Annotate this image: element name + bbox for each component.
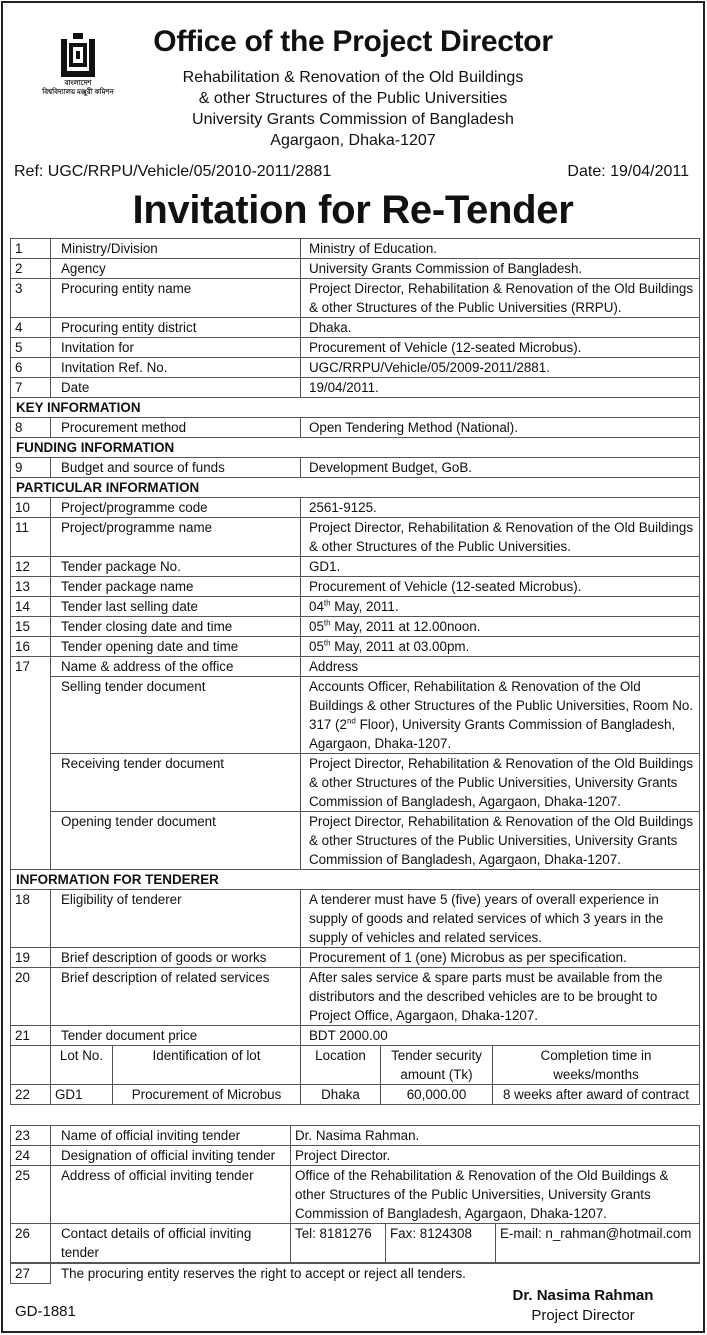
row-value: University Grants Commission of Bangladesh.: [301, 259, 700, 279]
signer-name: Dr. Nasima Rahman: [512, 1287, 654, 1304]
section-heading-row: [11, 870, 700, 890]
row-value: Address: [301, 657, 700, 677]
table-row: [11, 968, 700, 1026]
table-row: [11, 597, 700, 617]
date-rest: May, 2011.: [330, 599, 399, 614]
table-row: [11, 1264, 701, 1284]
row-value: Office of the Rehabilitation & Renovation of the Old Buildings & other Structures of the Public Universities, University Grants Commission of Bangladesh, Agargaon, Dhaka-1207.: [291, 1166, 700, 1224]
row-number: 18: [11, 890, 51, 948]
row-value: Procurement of 1 (one) Microbus as per specification.: [301, 948, 700, 968]
table-row: [11, 948, 700, 968]
tender-details-table: [10, 238, 700, 1046]
table-row: [11, 754, 700, 812]
section-heading: PARTICULAR INFORMATION: [11, 478, 700, 498]
row-label: Project/programme name: [51, 518, 301, 557]
row-value: Project Director, Rehabilitation & Renovation of the Old Buildings & other Structures of the Public Universities, University Grants Commission of Bangladesh, Agargaon, Dhaka-1207.: [301, 812, 700, 870]
row-number: 1: [11, 239, 51, 259]
row-number: 26: [11, 1224, 51, 1263]
row-value: 2561-9125.: [301, 498, 700, 518]
row-label: Tender last selling date: [51, 597, 301, 617]
table-row: [11, 239, 700, 259]
table-row: [11, 1224, 700, 1263]
row-value: A tenderer must have 5 (five) years of overall experience in supply of goods and related services of which 3 years in the supply of vehicles and related services.: [301, 890, 700, 948]
contact-email: E-mail: n_rahman@hotmail.com: [496, 1224, 700, 1263]
lot-table: [10, 1045, 700, 1105]
row-label: Selling tender document: [51, 677, 301, 754]
signature-block: [473, 1286, 693, 1326]
date-rest: May, 2011 at 12.00noon.: [330, 619, 481, 634]
logo-caption-1: বাংলাদেশ: [64, 80, 92, 87]
row-value: Dhaka.: [301, 318, 700, 338]
table-row: [11, 279, 700, 318]
row-label: Receiving tender document: [51, 754, 301, 812]
date-day: 05: [309, 639, 324, 654]
row-value: Project Director, Rehabilitation & Renovation of the Old Buildings & other Structures of the Public Universities, University Grants Commission of Bangladesh, Agargaon, Dhaka-1207.: [301, 754, 700, 812]
row-value: Development Budget, GoB.: [301, 458, 700, 478]
row-label: Eligibility of tenderer: [51, 890, 301, 948]
row-label: Tender package No.: [51, 557, 301, 577]
lot-no-header: Lot No.: [51, 1046, 113, 1085]
row-value: 19/04/2011.: [301, 378, 700, 398]
row-label: Procuring entity name: [51, 279, 301, 318]
completion-header: Completion time in weeks/months: [493, 1046, 700, 1085]
address-line: University Grants Commission of Bangladesh: [192, 111, 514, 128]
row-number: 3: [11, 279, 51, 318]
row-label: Brief description of goods or works: [51, 948, 301, 968]
section-heading: FUNDING INFORMATION: [11, 438, 700, 458]
row-number: 11: [11, 518, 51, 557]
row-label: Project/programme code: [51, 498, 301, 518]
address-line: & other Structures of the Public Universities: [198, 90, 508, 107]
row-value: GD1.: [301, 557, 700, 577]
row-number: 23: [11, 1126, 51, 1146]
table-row: [11, 812, 700, 870]
row-number: 4: [11, 318, 51, 338]
row-label: Tender document price: [51, 1026, 301, 1046]
row-label: Name of official inviting tender: [51, 1126, 291, 1146]
row-number: 24: [11, 1146, 51, 1166]
contact-tel: Tel: 8181276: [291, 1224, 386, 1263]
row-number: 2: [11, 259, 51, 279]
security-header: Tender security amount (Tk): [381, 1046, 493, 1085]
row-value: [301, 637, 700, 657]
row-number: 16: [11, 637, 51, 657]
row-label: Tender package name: [51, 577, 301, 597]
table-row: [11, 418, 700, 438]
row-number: 5: [11, 338, 51, 358]
row-value: Procurement of Vehicle (12-seated Microbus).: [301, 338, 700, 358]
reservation-table: [10, 1263, 700, 1284]
lot-completion: 8 weeks after award of contract: [493, 1085, 700, 1105]
page-title: Invitation for Re-Tender: [132, 188, 574, 232]
lot-no: GD1: [51, 1085, 113, 1105]
row-number: 14: [11, 597, 51, 617]
row-value: Project Director, Rehabilitation & Renovation of the Old Buildings & other Structures of the Public Universities (RRPU).: [301, 279, 700, 318]
lot-identification: Procurement of Microbus: [113, 1085, 301, 1105]
table-row: [11, 577, 700, 597]
table-row: [11, 358, 700, 378]
row-number: 8: [11, 418, 51, 438]
row-value: UGC/RRPU/Vehicle/05/2009-2011/2881.: [301, 358, 700, 378]
row-label: Contact details of official inviting tender: [51, 1224, 291, 1263]
row-value: BDT 2000.00: [301, 1026, 700, 1046]
row-label: Ministry/Division: [51, 239, 301, 259]
row-label: Tender opening date and time: [51, 637, 301, 657]
row-value: After sales service & spare parts must be available from the distributors and the described vehicles are to be brought to Project Office, Agargaon, Dhaka-1207.: [301, 968, 700, 1026]
row-label: Invitation Ref. No.: [51, 358, 301, 378]
lot-security: 60,000.00: [381, 1085, 493, 1105]
logo-caption-2: বিশ্ববিদ্যালয় মঞ্জুরী কমিশন: [42, 89, 114, 96]
row-number: 9: [11, 458, 51, 478]
table-row: [11, 657, 700, 677]
address-text: Floor), University Grants Commission of Bangladesh, Agargaon, Dhaka-1207.: [309, 717, 676, 751]
table-row: [11, 890, 700, 948]
row-number: 22: [11, 1085, 51, 1105]
row-value: Project Director, Rehabilitation & Renovation of the Old Buildings & other Structures of the Public Universities.: [301, 518, 700, 557]
empty-cell: [11, 1046, 51, 1085]
table-row: [11, 677, 700, 754]
row-number: 25: [11, 1166, 51, 1224]
row-value: [301, 677, 700, 754]
location-header: Location: [301, 1046, 381, 1085]
table-row: [11, 498, 700, 518]
address-text: Accounts Officer, Rehabilitation & Renovation of the Old Buildings & other Structures of the Public Universities, Room No. 317 (2: [309, 679, 694, 732]
section-heading: INFORMATION FOR TENDERER: [11, 870, 700, 890]
table-row: [11, 338, 700, 358]
table-row: [11, 1026, 700, 1046]
lot-header-row: [11, 1046, 700, 1085]
row-number: 7: [11, 378, 51, 398]
row-label: Address of official inviting tender: [51, 1166, 291, 1224]
row-number: 15: [11, 617, 51, 637]
table-row: [11, 1146, 700, 1166]
section-heading-row: [11, 478, 700, 498]
row-value: The procuring entity reserves the right to accept or reject all tenders.: [51, 1264, 701, 1284]
date-suffix: th: [323, 638, 331, 648]
floor-suffix: nd: [346, 716, 356, 726]
row-label: Brief description of related services: [51, 968, 301, 1026]
row-label: Tender closing date and time: [51, 617, 301, 637]
table-row: [11, 1126, 700, 1146]
row-value: Ministry of Education.: [301, 239, 700, 259]
row-label: Name & address of the office: [51, 657, 301, 677]
row-number: 12: [11, 557, 51, 577]
row-number: 21: [11, 1026, 51, 1046]
row-value: Open Tendering Method (National).: [301, 418, 700, 438]
table-row: [11, 259, 700, 279]
row-number: 19: [11, 948, 51, 968]
row-number: 6: [11, 358, 51, 378]
table-row: [11, 617, 700, 637]
table-row: [11, 378, 700, 398]
row-value: [301, 597, 700, 617]
table-row: [11, 318, 700, 338]
row-label: Designation of official inviting tender: [51, 1146, 291, 1166]
row-number: 27: [11, 1264, 51, 1284]
date-day: 04: [309, 599, 324, 614]
table-row: [11, 518, 700, 557]
table-row: [11, 458, 700, 478]
contact-fax: Fax: 8124308: [386, 1224, 496, 1263]
row-value: Dr. Nasima Rahman.: [291, 1126, 700, 1146]
row-label: Procuring entity district: [51, 318, 301, 338]
lot-row: [11, 1085, 700, 1105]
date-suffix: th: [323, 598, 331, 608]
row-label: Invitation for: [51, 338, 301, 358]
date-rest: May, 2011 at 03.00pm.: [330, 639, 470, 654]
table-row: [11, 1166, 700, 1224]
tender-notice: [1, 1, 705, 1333]
row-value: Project Director.: [291, 1146, 700, 1166]
address-line: Rehabilitation & Renovation of the Old Buildings: [182, 69, 524, 86]
row-value: [301, 617, 700, 637]
notice-date: Date: 19/04/2011: [567, 163, 689, 180]
row-label: Opening tender document: [51, 812, 301, 870]
table-row: [11, 557, 700, 577]
table-row: [11, 637, 700, 657]
row-number: 17: [11, 657, 51, 870]
date-suffix: th: [323, 618, 331, 628]
lot-location: Dhaka: [301, 1085, 381, 1105]
row-value: Procurement of Vehicle (12-seated Microbus).: [301, 577, 700, 597]
section-heading-row: [11, 398, 700, 418]
row-number: 13: [11, 577, 51, 597]
signer-title: Project Director: [531, 1307, 635, 1324]
address-line: Agargaon, Dhaka-1207: [270, 132, 436, 149]
identification-header: Identification of lot: [113, 1046, 301, 1085]
office-title: Office of the Project Director: [153, 25, 553, 58]
section-heading-row: [11, 438, 700, 458]
row-number: 10: [11, 498, 51, 518]
gd-number: GD-1881: [15, 1303, 76, 1320]
date-day: 05: [309, 619, 324, 634]
row-label: Budget and source of funds: [51, 458, 301, 478]
row-number: 20: [11, 968, 51, 1026]
row-label: Procurement method: [51, 418, 301, 438]
office-address: [103, 67, 603, 151]
ugc-logo-icon: [61, 33, 95, 77]
reference-number: Ref: UGC/RRPU/Vehicle/05/2010-2011/2881: [14, 163, 332, 180]
row-label: Agency: [51, 259, 301, 279]
section-heading: KEY INFORMATION: [11, 398, 700, 418]
official-table: [10, 1125, 700, 1263]
row-label: Date: [51, 378, 301, 398]
